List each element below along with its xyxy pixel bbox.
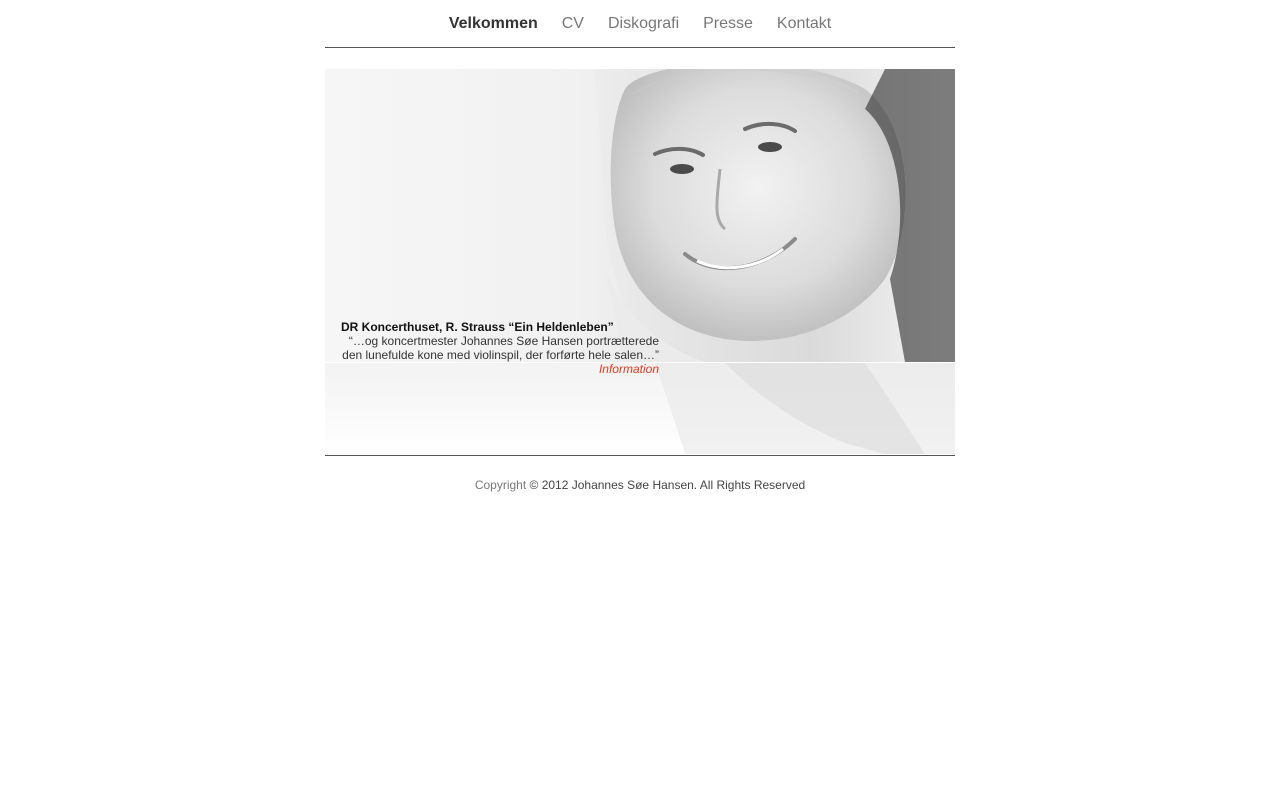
footer-divider [325, 455, 955, 456]
main-navigation [325, 0, 955, 48]
copyright-label: Copyright [474, 478, 527, 492]
copyright-text: © 2012 Johannes Søe Hansen. All Rights Reserved [529, 478, 806, 492]
caption-quote: “…og koncertmester Johannes Søe Hansen portrætterede den lunefulde kone med violinspil, der forførte hele salen…” [342, 334, 659, 362]
information-link[interactable]: Information [598, 362, 659, 376]
portrait-illustration [325, 69, 955, 362]
nav-item-kontakt[interactable]: Kontakt [776, 15, 832, 32]
portrait-reflection [325, 363, 955, 454]
caption-title: DR Koncerthuset, R. Strauss “Ein Heldenleben” [341, 320, 614, 334]
portrait-photo [325, 69, 955, 362]
page-container [325, 0, 955, 492]
nav-item-cv[interactable]: CV [561, 15, 584, 32]
nav-item-diskografi[interactable]: Diskografi [607, 15, 680, 32]
footer [325, 478, 955, 492]
nav-item-velkommen[interactable]: Velkommen [448, 15, 538, 32]
reflection-illustration [325, 363, 955, 454]
nav-item-presse[interactable]: Presse [703, 15, 753, 32]
hero-banner [325, 69, 955, 454]
hero-caption [341, 320, 659, 376]
